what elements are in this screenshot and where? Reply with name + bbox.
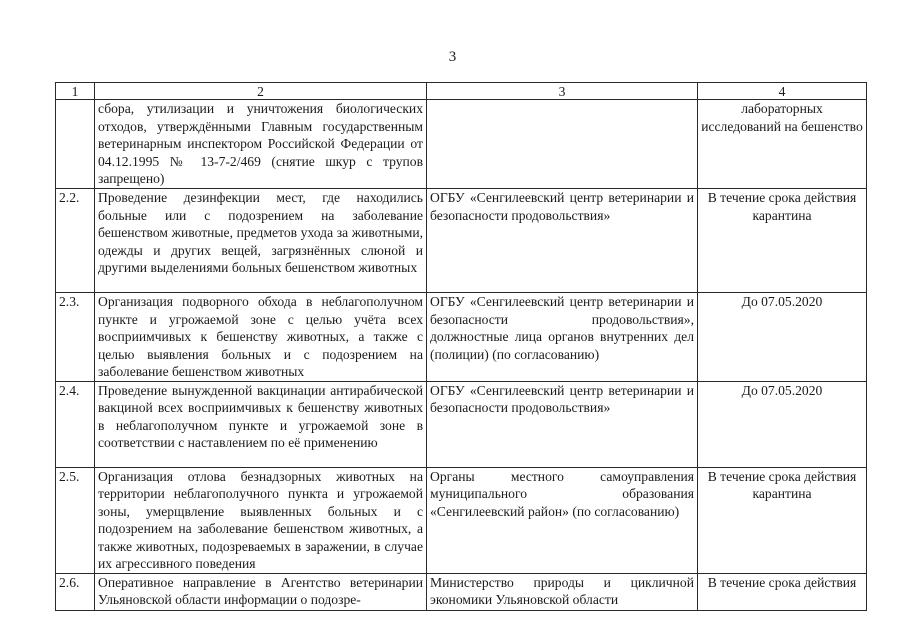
activity-cell: Проведение вынужденной вакцинации антирабической вакциной всех восприимчивых к бешенству животных в неблагополучном пункте и угрожаемой зоне в соответствии с наставлением по её применению [95,381,427,467]
measures-table [55,82,867,611]
term-cell: В течение срока действия [698,573,867,610]
table-row [56,100,867,189]
table-header-row [56,83,867,100]
term-cell: До 07.05.2020 [698,381,867,467]
table-row [56,189,867,293]
page-number: 3 [448,49,457,65]
row-number: 2.2. [56,189,95,293]
row-number [56,100,95,189]
term-cell: В течение срока действия карантина [698,189,867,293]
term-cell: До 07.05.2020 [698,293,867,382]
executor-cell: ОГБУ «Сенгилеевский центр ветеринарии и безопасности продовольствия» [427,189,698,293]
activity-cell: Организация подворного обхода в неблагополучном пункте и угрожаемой зоне с целью учёта всех восприимчивых к бешенству животных, а также с целью выявления больных и с подозрением на заболевание бешенством животных [95,293,427,382]
activity-cell: Оперативное направление в Агентство ветеринарии Ульяновской области информации о подозре- [95,573,427,610]
activity-cell: Организация отлова безнадзорных животных на территории неблагополучного пункта и угрожаемой зоны, умерщвление выявленных больных и с подозрением на заболевание бешенством животных, а также животных, подозреваемых в заражении, в случае их агрессивного поведения [95,467,427,573]
executor-cell: ОГБУ «Сенгилеевский центр ветеринарии и безопасности продовольствия», должностные лица органов внутренних дел (полиции) (по согласованию) [427,293,698,382]
table-row [56,573,867,610]
activity-cell: сбора, утилизации и уничтожения биологических отходов, утверждёнными Главным государственным ветеринарным инспектором Российской Федерации от 04.12.1995 № 13-7-2/469 (снятие шкур с трупов запрещено) [95,100,427,189]
term-cell: лабораторных исследований на бешенство [698,100,867,189]
term-cell: В течение срока действия карантина [698,467,867,573]
column-header-executor: 3 [427,83,698,100]
row-number: 2.5. [56,467,95,573]
column-header-activity: 2 [95,83,427,100]
row-number: 2.3. [56,293,95,382]
executor-cell: Министерство природы и цикличной экономики Ульяновской области [427,573,698,610]
executor-cell: ОГБУ «Сенгилеевский центр ветеринарии и безопасности продовольствия» [427,381,698,467]
table-row [56,293,867,382]
row-number: 2.6. [56,573,95,610]
executor-cell: Органы местного самоуправления муниципального образования «Сенгилеевский район» (по согласованию) [427,467,698,573]
executor-cell [427,100,698,189]
column-header-number: 1 [56,83,95,100]
table-row [56,381,867,467]
activity-cell: Проведение дезинфекции мест, где находились больные или с подозрением на заболевание бешенством животные, предметов ухода за животными, одежды и других вещей, загрязнённых слюной и другими выделениями больных бешенством животных [95,189,427,293]
table-row [56,467,867,573]
column-header-term: 4 [698,83,867,100]
row-number: 2.4. [56,381,95,467]
